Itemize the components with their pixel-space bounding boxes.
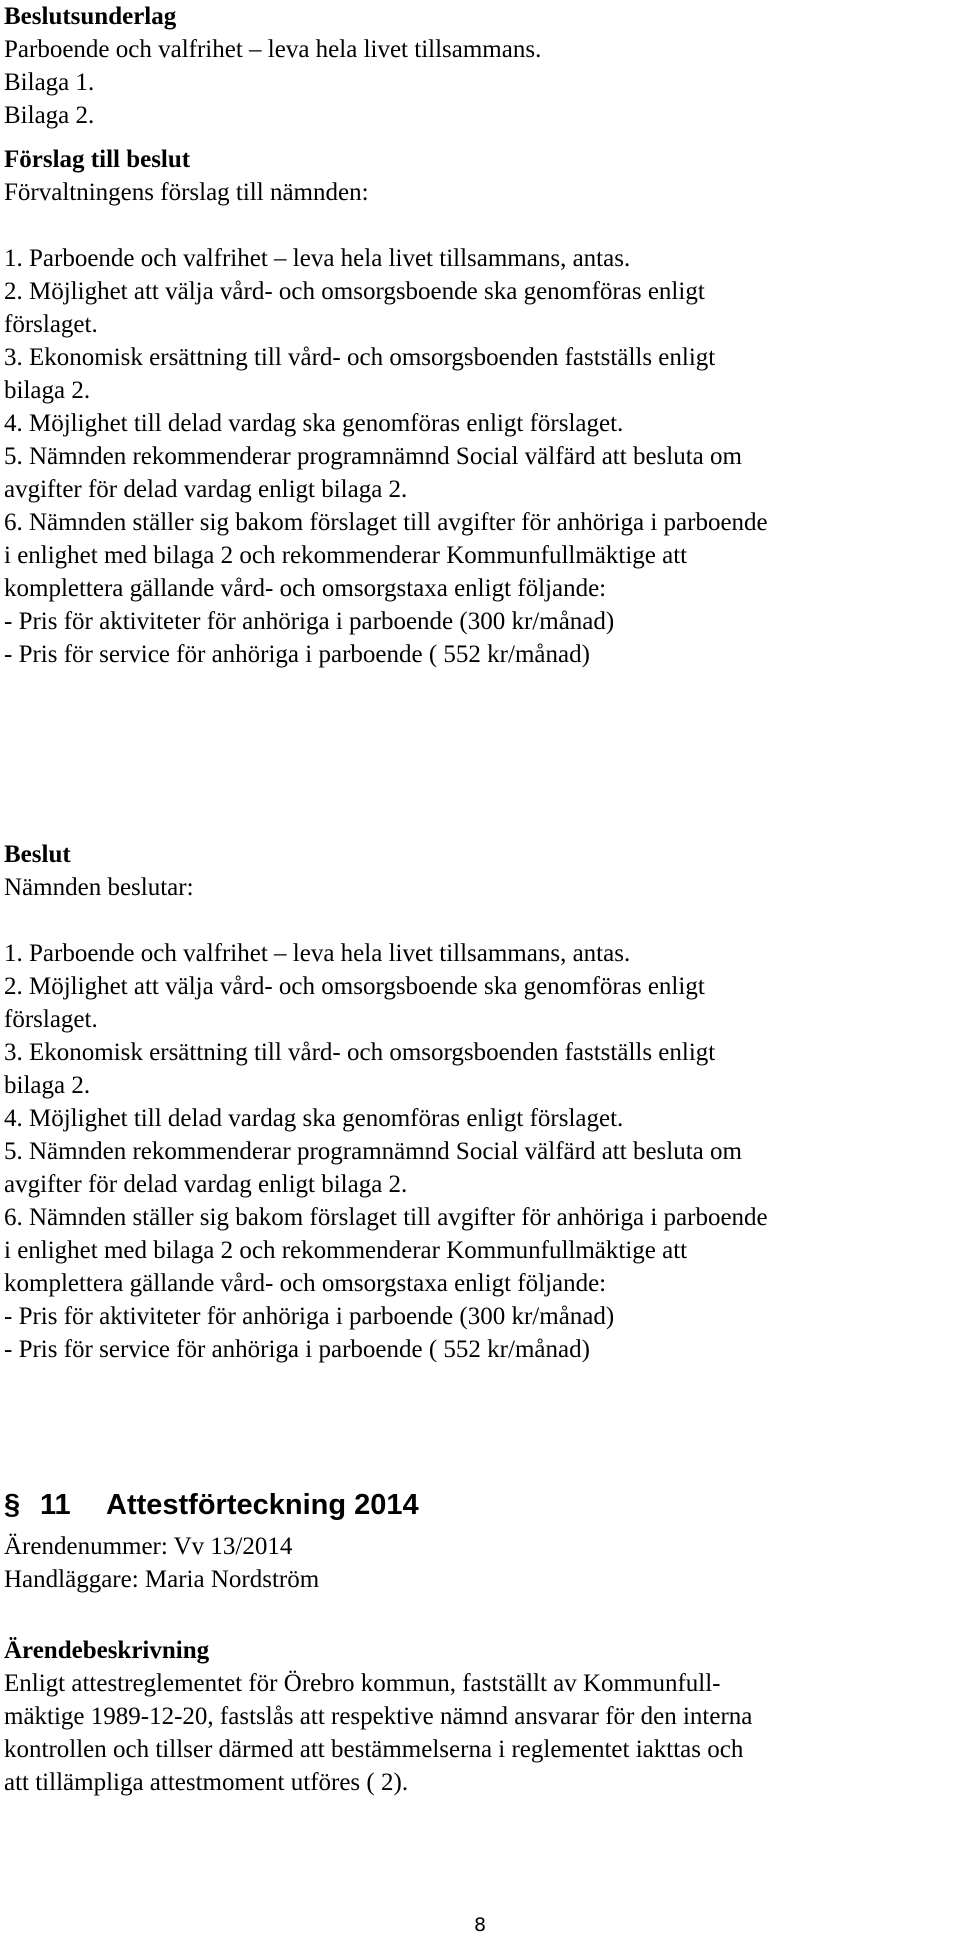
arendebeskrivning-heading: Ärendebeskrivning bbox=[4, 1637, 210, 1664]
forslag-item: - Pris för service för anhöriga i parboende ( 552 kr/månad) bbox=[4, 641, 590, 668]
beslut-item: 2. Möjlighet att välja vård- och omsorgsboende ska genomföras enligt bbox=[4, 973, 705, 1000]
forslag-item: förslaget. bbox=[4, 311, 98, 338]
blank-line bbox=[4, 209, 954, 242]
forslag-item: 5. Nämnden rekommenderar programnämnd Social välfärd att besluta om bbox=[4, 443, 742, 470]
section-heading bbox=[4, 1487, 419, 1523]
beslut-item: avgifter för delad vardag enligt bilaga 2. bbox=[4, 1171, 408, 1198]
beslutsunderlag-heading: Beslutsunderlag bbox=[4, 3, 177, 30]
beslut-item: bilaga 2. bbox=[4, 1072, 91, 1099]
beslut-item: - Pris för aktiviteter för anhöriga i parboende (300 kr/månad) bbox=[4, 1303, 615, 1330]
case-officer: Handläggare: Maria Nordström bbox=[4, 1566, 320, 1593]
beslutsunderlag-line: Parboende och valfrihet – leva hela livet tillsammans. bbox=[4, 36, 542, 63]
forslag-intro: Förvaltningens förslag till nämnden: bbox=[4, 179, 369, 206]
section-title: Attestförteckning 2014 bbox=[106, 1489, 419, 1521]
beslut-item: komplettera gällande vård- och omsorgstaxa enligt följande: bbox=[4, 1270, 607, 1297]
blank-line bbox=[4, 904, 954, 937]
beslut-item: 6. Nämnden ställer sig bakom förslaget till avgifter för anhöriga i parboende bbox=[4, 1204, 768, 1231]
arendebeskrivning-line: Enligt attestreglementet för Örebro kommun, fastställt av Kommunfull- bbox=[4, 1670, 721, 1697]
forslag-section bbox=[4, 143, 954, 671]
beslut-item: 1. Parboende och valfrihet – leva hela livet tillsammans, antas. bbox=[4, 940, 631, 967]
forslag-item: i enlighet med bilaga 2 och rekommenderar Kommunfullmäktige att bbox=[4, 542, 688, 569]
arendebeskrivning-line: kontrollen och tillser därmed att bestämmelserna i reglementet iakttas och bbox=[4, 1736, 744, 1763]
beslut-item: i enlighet med bilaga 2 och rekommenderar Kommunfullmäktige att bbox=[4, 1237, 688, 1264]
beslutsunderlag-line: Bilaga 2. bbox=[4, 102, 95, 129]
forslag-item: 6. Nämnden ställer sig bakom förslaget till avgifter för anhöriga i parboende bbox=[4, 509, 768, 536]
beslut-intro: Nämnden beslutar: bbox=[4, 874, 194, 901]
beslutsunderlag-section bbox=[4, 0, 954, 132]
arendebeskrivning-line: mäktige 1989-12-20, fastslås att respektive nämnd ansvarar för den interna bbox=[4, 1703, 753, 1730]
forslag-item: komplettera gällande vård- och omsorgstaxa enligt följande: bbox=[4, 575, 607, 602]
case-number: Ärendenummer: Vv 13/2014 bbox=[4, 1533, 293, 1560]
beslut-section bbox=[4, 838, 954, 1366]
forslag-item: 2. Möjlighet att välja vård- och omsorgsboende ska genomföras enligt bbox=[4, 278, 705, 305]
section-symbol: § bbox=[4, 1489, 21, 1521]
arendebeskrivning-section bbox=[4, 1634, 954, 1799]
forslag-item: - Pris för aktiviteter för anhöriga i parboende (300 kr/månad) bbox=[4, 608, 615, 635]
beslut-item: - Pris för service för anhöriga i parboende ( 552 kr/månad) bbox=[4, 1336, 590, 1363]
beslut-item: 5. Nämnden rekommenderar programnämnd Social välfärd att besluta om bbox=[4, 1138, 742, 1165]
forslag-item: avgifter för delad vardag enligt bilaga 2. bbox=[4, 476, 408, 503]
beslutsunderlag-line: Bilaga 1. bbox=[4, 69, 95, 96]
beslut-item: förslaget. bbox=[4, 1006, 98, 1033]
forslag-item: 3. Ekonomisk ersättning till vård- och omsorgsboenden fastställs enligt bbox=[4, 344, 716, 371]
case-meta bbox=[4, 1530, 954, 1596]
beslut-item: 3. Ekonomisk ersättning till vård- och omsorgsboenden fastställs enligt bbox=[4, 1039, 716, 1066]
arendebeskrivning-line: att tillämpliga attestmoment utföres ( 2). bbox=[4, 1769, 409, 1796]
page-number: 8 bbox=[473, 1914, 487, 1936]
forslag-heading: Förslag till beslut bbox=[4, 146, 191, 173]
section-number: 11 bbox=[40, 1489, 71, 1521]
forslag-item: bilaga 2. bbox=[4, 377, 91, 404]
beslut-item: 4. Möjlighet till delad vardag ska genomföras enligt förslaget. bbox=[4, 1105, 624, 1132]
forslag-item: 4. Möjlighet till delad vardag ska genomföras enligt förslaget. bbox=[4, 410, 624, 437]
forslag-item: 1. Parboende och valfrihet – leva hela livet tillsammans, antas. bbox=[4, 245, 631, 272]
beslut-heading: Beslut bbox=[4, 841, 71, 868]
